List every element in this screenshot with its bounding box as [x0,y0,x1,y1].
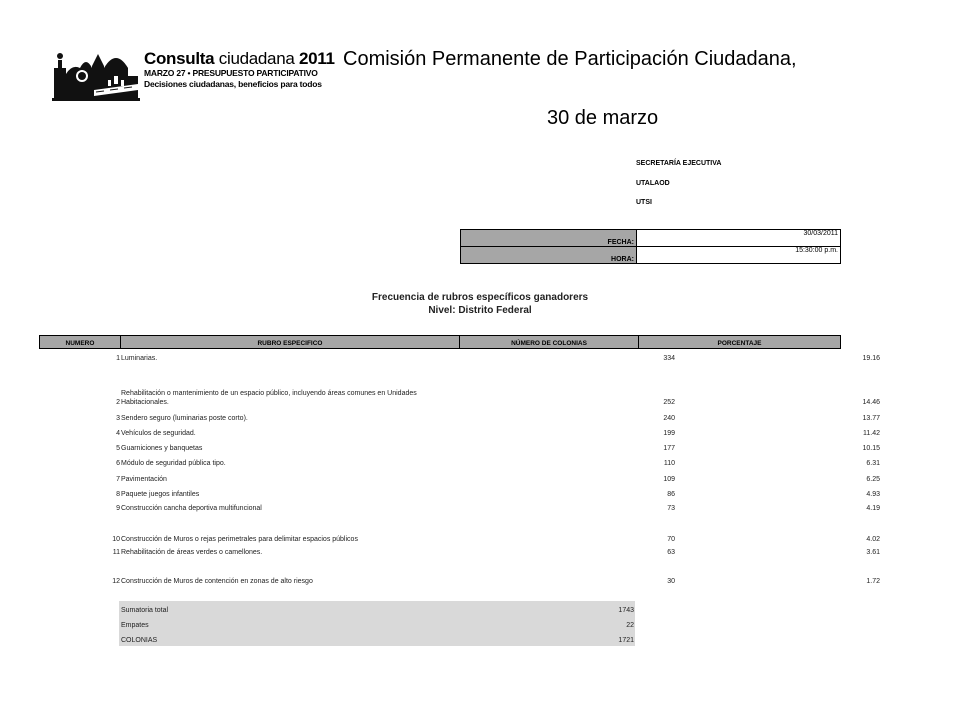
row-colonias: 199 [663,430,675,437]
report-title: Frecuencia de rubros específicos ganadorers [371,292,589,303]
logo-title [144,50,335,68]
fecha-label: FECHA: [461,230,637,247]
hora-row [461,247,841,264]
row-porcentaje: 6.31 [866,460,880,467]
row-rubro: Rehabilitación de áreas verdes o camellones. [121,549,263,556]
row-numero: 9 [116,505,120,512]
row-numero: 4 [116,430,120,437]
logo-subtitle-2-rest: beneficios para todos [238,79,322,89]
totals-label: Sumatoria total [121,607,169,614]
fecha-row [461,230,841,247]
consulta-ciudadana-logo [52,46,335,102]
row-numero: 11 [112,549,120,556]
row-numero: 5 [116,445,120,452]
header-porcentaje: PORCENTAJE [638,335,841,349]
row-porcentaje: 6.25 [866,476,880,483]
totals-row-empates [119,616,635,631]
row-numero: 3 [116,415,120,422]
row-colonias: 73 [667,505,675,512]
totals-label: Empates [121,622,149,629]
logo-subtitle-2-bold: Decisiones ciudadanas, [144,79,236,89]
row-porcentaje: 14.46 [862,399,880,406]
totals-row-sumatoria [119,601,635,616]
totals-label: COLONIAS [121,637,158,644]
report-subtitle: Nivel: Distrito Federal [428,305,532,316]
row-rubro: Guarniciones y banquetas [121,445,203,452]
logo-title-bold: Consulta [144,49,215,68]
logo-subtitle-1: MARZO 27 • PRESUPUESTO PARTICIPATIVO [144,68,318,78]
row-rubro: Sendero seguro (luminarias poste corto). [121,415,248,422]
department-utalaod: UTALAOD [636,180,670,187]
totals-value: 22 [626,622,634,629]
row-porcentaje: 19.16 [862,355,880,362]
row-porcentaje: 13.77 [862,415,880,422]
row-rubro: Construcción de Muros de contención en zonas de alto riesgo [121,578,313,585]
totals-value: 1743 [618,607,634,614]
row-porcentaje: 3.61 [866,549,880,556]
row-porcentaje: 1.72 [866,578,880,585]
header-numero: NUMERO [39,335,121,349]
totals-row-colonias [119,631,635,646]
row-colonias: 70 [667,536,675,543]
hora-value: 15:30:00 p.m. [637,247,841,264]
row-colonias: 63 [667,549,675,556]
row-numero: 1 [116,355,120,362]
row-porcentaje: 10.15 [862,445,880,452]
row-porcentaje: 4.02 [866,536,880,543]
row-rubro: Construcción de Muros o rejas perimetrales para delimitar espacios públicos [121,536,358,543]
row-colonias: 252 [663,399,675,406]
row-rubro: Vehículos de seguridad. [121,430,196,437]
department-secretaria: SECRETARÍA EJECUTIVA [636,160,722,167]
department-utsi: UTSI [636,199,652,206]
row-rubro: Construcción cancha deportiva multifuncional [121,505,262,512]
row-colonias: 86 [667,491,675,498]
row-numero: 8 [116,491,120,498]
totals-value: 1721 [618,637,634,644]
row-rubro: Pavimentación [121,476,167,483]
row-numero: 6 [116,460,120,467]
row-colonias: 30 [667,578,675,585]
logo-title-light: ciudadana [218,49,295,68]
row-numero: 12 [112,578,120,585]
page-date: 30 de marzo [547,107,659,129]
row-porcentaje: 11.42 [863,430,880,437]
row-colonias: 177 [663,445,675,452]
row-rubro: Rehabilitación o mantenimiento de un espacio público, incluyendo áreas comunes en Unidades Habitacionales. [121,390,417,406]
row-colonias: 240 [663,415,675,422]
logo-title-year: 2011 [298,49,335,68]
hora-label: HORA: [461,247,637,264]
row-numero: 2 [116,399,120,406]
row-porcentaje: 4.19 [866,505,880,512]
date-time-table [460,229,841,264]
table-header [40,335,841,349]
row-colonias: 109 [663,476,675,483]
fecha-value: 30/03/2011 [637,230,841,247]
row-numero: 10 [112,536,120,543]
row-rubro: Luminarias. [121,355,158,362]
row-colonias: 334 [663,355,675,362]
logo-subtitle-2 [144,79,335,90]
row-numero: 7 [116,476,120,483]
logo-graphic-icon [52,46,140,102]
row-rubro: Paquete juegos infantiles [121,491,200,498]
page-title: Comisión Permanente de Participación Ciudadana, [343,48,797,70]
row-porcentaje: 4.93 [866,491,880,498]
row-colonias: 110 [663,460,675,467]
row-rubro: Módulo de seguridad pública tipo. [121,460,226,467]
header-rubro: RUBRO ESPECIFICO [120,335,460,349]
header-colonias: NÚMERO DE COLONIAS [459,335,639,349]
